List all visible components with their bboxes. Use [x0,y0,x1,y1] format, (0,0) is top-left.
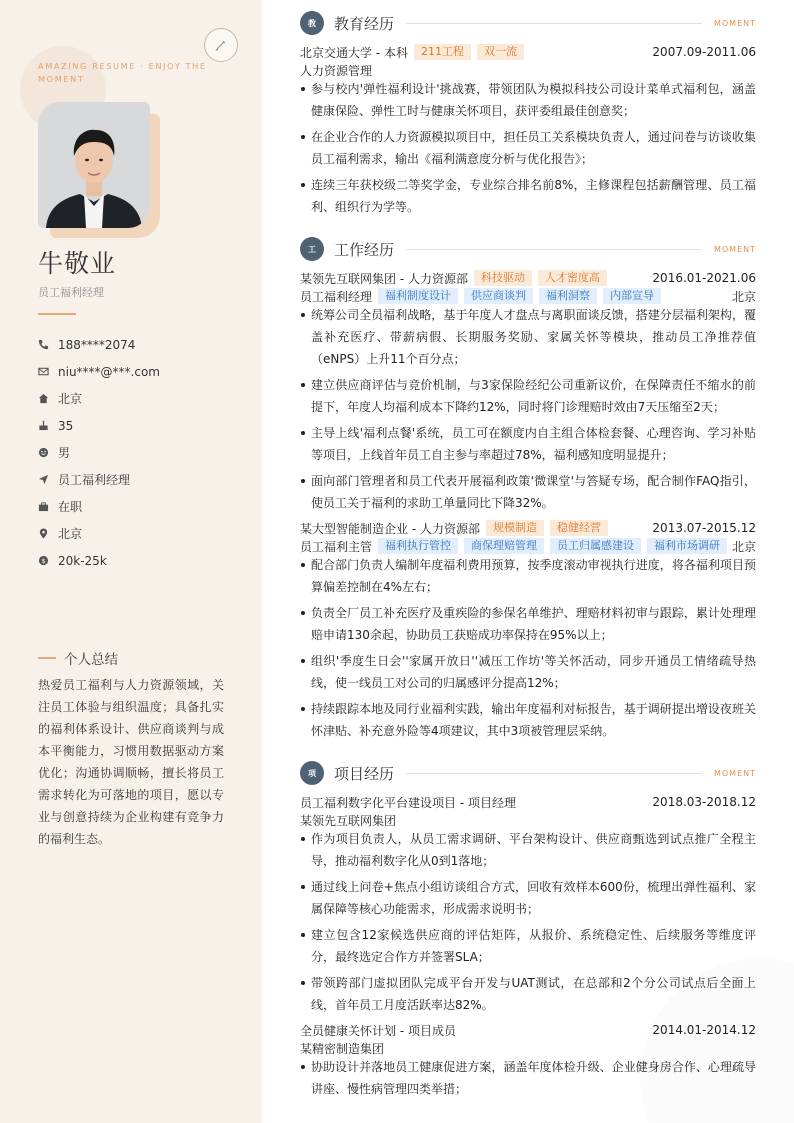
candidate-name: 牛敬业 [38,249,117,278]
education-badge: 教 [300,11,324,35]
list-item: 统筹公司全员福利战略，基于年度人才盘点与离职面谈反馈，搭建分层福利架构，覆盖补充医疗、带薪病假、长期服务奖励、家属关怀等模块，推动员工净推荐值（eNPS）上升11个百分点； [300,304,756,370]
briefcase-icon [38,501,58,512]
education-bullets [300,78,756,222]
project-org: 某领先互联网集团 [300,813,397,828]
info-home [38,385,248,412]
cake-icon [38,420,58,431]
info-location [38,520,248,547]
section-divider [406,249,702,250]
list-item: 协助设计并落地员工健康促进方案，涵盖年度体检升级、企业健身房合作、心理疏导讲座、慢性病管理四类举措； [300,1056,756,1100]
mail-icon [38,366,58,377]
pen-icon [204,28,238,62]
job-city: 北京 [731,539,756,554]
section-divider [406,23,702,24]
job-position-row [300,288,756,304]
skill-tag: 内部宣导 [603,288,661,304]
job-company-row [300,270,756,286]
job-position-row [300,538,756,554]
school-line: 北京交通大学 - 本科 [300,45,408,60]
job-position: 员工福利主管 [300,539,373,554]
company-tag: 人才密度高 [538,270,607,286]
education-section-header [300,10,756,36]
location-pin-icon [38,528,58,539]
sidebar [0,0,262,1123]
money-icon [38,555,58,566]
candidate-role: 员工福利经理 [38,286,104,299]
svg-text:$: $ [41,556,46,565]
list-item: 面向部门管理者和员工代表开展福利政策'微课堂'与答疑专场，配合制作FAQ指引，使员工关于福利的求助工单量同比下降32%。 [300,470,756,514]
company-tag: 规模制造 [486,520,544,536]
section-divider [406,773,702,774]
projects-title: 项目经历 [334,764,395,783]
project-date: 2014.01-2014.12 [652,1023,756,1037]
list-item: 建立包含12家候选供应商的评估矩阵，从报价、系统稳定性、后续服务等维度评分，最终选定合作方并签署SLA； [300,924,756,968]
list-item: 建立供应商评估与竞价机制，与3家保险经纪公司重新议价，在保障责任不缩水的前提下，年度人均福利成本下降约12%，同时将门诊理赔时效由7天压缩至2天； [300,374,756,418]
major: 人力资源管理 [300,63,373,78]
school-tag: 双一流 [477,44,524,60]
skill-tag: 福利执行管控 [378,538,458,554]
projects-section-header [300,760,756,786]
project-name: 全员健康关怀计划 - 项目成员 [300,1023,456,1038]
work-title: 工作经历 [334,240,395,259]
summary-heading [38,648,118,668]
list-item: 带领跨部门虚拟团队完成平台开发与UAT测试，在总部和2个分公司试点后全面上线，首年员工月度活跃率达82%。 [300,972,756,1016]
home-text: 北京 [58,392,83,406]
skill-tag: 福利制度设计 [378,288,458,304]
project-name: 员工福利数字化平台建设项目 - 项目经理 [300,795,516,810]
job-bullets [300,304,756,518]
smiley-icon [38,447,58,458]
list-item: 在企业合作的人力资源模拟项目中，担任员工关系模块负责人，通过问卷与访谈收集员工福利需求，输出《福利满意度分析与优化报告》； [300,126,756,170]
education-date: 2007.09-2011.06 [652,45,756,59]
target-role-text: 员工福利经理 [58,473,131,487]
list-item: 持续跟踪本地及同行业福利实践，输出年度福利对标报告，基于调研提出增设夜班关怀津贴、补充意外险等4项建议，其中3项被管理层采纳。 [300,698,756,742]
summary-title: 个人总结 [64,652,118,668]
profile-photo [38,102,150,228]
location-text: 北京 [58,527,83,541]
education-title: 教育经历 [334,14,395,33]
status-text: 在职 [58,500,83,514]
phone-text: 188****2074 [58,337,136,352]
job-date: 2013.07-2015.12 [652,521,756,535]
work-badge: 工 [300,237,324,261]
list-item: 配合部门负责人编制年度福利费用预算，按季度滚动审视执行进度，将各福利项目预算偏差控制在4%左右； [300,554,756,598]
summary-accent-bar [38,657,56,659]
project-name-row [300,794,756,810]
age-text: 35 [58,418,74,433]
project-org-row [300,812,756,828]
company-tag: 科技驱动 [474,270,532,286]
job-city: 北京 [731,289,756,304]
skill-tag: 商保理赔管理 [464,538,544,554]
tagline: AMAZING RESUME · ENJOY THE MOMENT [38,61,207,84]
job-position: 员工福利经理 [300,289,373,304]
info-status [38,493,248,520]
project-bullets [300,1056,756,1104]
project-org: 某精密制造集团 [300,1041,385,1056]
list-item: 连续三年获校级二等奖学金，专业综合排名前8%，主修课程包括薪酬管理、员工福利、组织行为学等。 [300,174,756,218]
list-item: 组织'季度生日会''家属开放日''减压工作坊'等关怀活动，同步开通员工情绪疏导热线，使一线员工对公司的归属感评分提高12%； [300,650,756,694]
phone-icon [38,339,58,350]
accent-divider [38,313,76,315]
gender-text: 男 [58,446,71,460]
project-date: 2018.03-2018.12 [652,795,756,809]
project-bullets [300,828,756,1020]
home-icon [38,393,58,404]
info-phone [38,331,248,358]
skill-tag: 员工归属感建设 [550,538,641,554]
summary-text: 热爱员工福利与人力资源领域，关注员工体验与组织温度；具备扎实的福利体系设计、供应商谈判与成本平衡能力，习惯用数据驱动方案优化；沟通协调顺畅，擅长将员工需求转化为可落地的项目，愿以专业与创意持续为企业构建有竞争力的福利生态。 [38,678,224,846]
education-school-row [300,44,756,60]
project-name-row [300,1022,756,1038]
work-section-header [300,236,756,262]
send-icon [38,474,58,485]
projects-badge: 项 [300,761,324,785]
skill-tag: 福利洞察 [539,288,597,304]
contact-info-list [38,331,248,574]
main-content [300,0,756,1123]
list-item: 主导上线'福利点餐'系统，员工可在额度内自主组合体检套餐、心理咨询、学习补贴等项目，上线首年员工自主参与率超过78%，福利感知度明显提升； [300,422,756,466]
section-tag: MOMENT [713,18,756,28]
skill-tag: 供应商谈判 [464,288,533,304]
list-item: 负责全厂员工补充医疗及重疾险的参保名单维护、理赔材料初审与跟踪，累计处理理赔申请130余起，协助员工获赔成功率保持在95%以上； [300,602,756,646]
email-text: niu****@***.com [58,364,160,379]
list-item: 作为项目负责人，从员工需求调研、平台架构设计、供应商甄选到试点推广全程主导，推动福利数字化从0到1落地； [300,828,756,872]
company-tag: 稳健经营 [550,520,608,536]
job-company: 某领先互联网集团 - 人力资源部 [300,271,468,286]
school-tag: 211工程 [414,44,471,60]
job-date: 2016.01-2021.06 [652,271,756,285]
job-company-row [300,520,756,536]
skill-tag: 福利市场调研 [647,538,727,554]
info-gender [38,439,248,466]
education-major-row [300,62,756,78]
section-tag: MOMENT [713,244,756,254]
project-org-row [300,1040,756,1056]
info-email [38,358,248,385]
section-tag: MOMENT [713,768,756,778]
list-item: 通过线上问卷+焦点小组访谈组合方式，回收有效样本600份，梳理出弹性福利、家属保障等核心功能需求，形成需求说明书； [300,876,756,920]
job-bullets [300,554,756,746]
info-target-role [38,466,248,493]
info-salary [38,547,248,574]
salary-text: 20k-25k [58,553,107,568]
info-age [38,412,248,439]
list-item: 参与校内'弹性福利设计'挑战赛，带领团队为模拟科技公司设计菜单式福利包，涵盖健康保险、弹性工时与健康关怀项目，获评委组最佳创意奖； [300,78,756,122]
job-company: 某大型智能制造企业 - 人力资源部 [300,521,480,536]
